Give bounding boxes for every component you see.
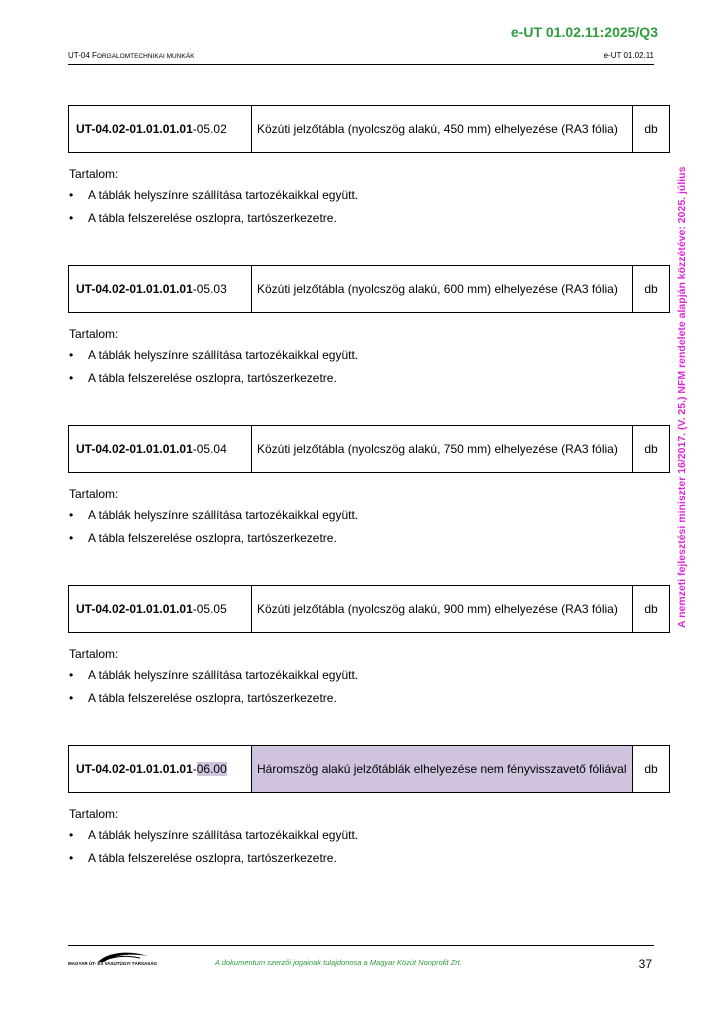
item-code-suffix: -05.04 <box>192 442 227 456</box>
content-label: Tartalom: <box>69 167 119 181</box>
item-code-bold: UT-04.02-01.01.01.01 <box>76 282 193 296</box>
content-list <box>68 188 670 225</box>
item-description: Közúti jelzőtábla (nyolcszög alakú, 600 mm) elhelyezése (RA3 fólia) <box>252 266 633 312</box>
header-chapter-prefix: UT-04 F <box>68 51 97 60</box>
content-list <box>68 508 670 545</box>
header-doc-ref: e-UT 01.02.11 <box>603 51 654 60</box>
page-header <box>68 50 654 65</box>
item-code-suffix: -05.02 <box>192 122 227 136</box>
item-unit: db <box>644 282 658 296</box>
item-table <box>68 585 670 633</box>
content-label: Tartalom: <box>69 807 119 821</box>
content-list <box>68 668 670 705</box>
list-item: • A táblák helyszínre szállítása tartozékaikkal együtt. <box>68 348 670 362</box>
list-item: • A tábla felszerelése oszlopra, tartószerkezetre. <box>68 691 670 705</box>
item-05-03 <box>68 265 670 394</box>
item-code-dash: - <box>192 762 197 776</box>
item-description: Közúti jelzőtábla (nyolcszög alakú, 900 mm) elhelyezése (RA3 fólia) <box>252 586 633 632</box>
item-code <box>69 266 252 312</box>
content-list <box>68 828 670 865</box>
list-item: • A tábla felszerelése oszlopra, tartószerkezetre. <box>68 531 670 545</box>
item-code-bold: UT-04.02-01.01.01.01 <box>76 762 193 776</box>
header-chapter-title: ORGALOMTECHNIKAI MUNKÁK <box>96 53 195 60</box>
item-code-bold: UT-04.02-01.01.01.01 <box>76 442 193 456</box>
item-description: Közúti jelzőtábla (nyolcszög alakú, 450 mm) elhelyezése (RA3 fólia) <box>252 106 633 152</box>
content-label: Tartalom: <box>69 327 119 341</box>
item-05-04 <box>68 425 670 554</box>
header-chapter <box>68 51 194 60</box>
item-code-suffix-highlighted: 06.00 <box>196 762 227 776</box>
item-code <box>69 106 252 152</box>
footer-logo-text: MAGYAR ÚT- ÉS VASÚTÜGYI TÁRSASÁG <box>68 961 158 966</box>
list-item: • A tábla felszerelése oszlopra, tartószerkezetre. <box>68 371 670 385</box>
item-code-bold: UT-04.02-01.01.01.01 <box>76 122 193 136</box>
item-05-02 <box>68 105 670 234</box>
list-item: • A tábla felszerelése oszlopra, tartószerkezetre. <box>68 851 670 865</box>
list-item: • A tábla felszerelése oszlopra, tartószerkezetre. <box>68 211 670 225</box>
item-description: Közúti jelzőtábla (nyolcszög alakú, 750 mm) elhelyezése (RA3 fólia) <box>252 426 633 472</box>
item-description-highlighted: Háromszög alakú jelzőtáblák elhelyezése nem fényvisszavető fóliával <box>252 746 633 792</box>
list-item: • A táblák helyszínre szállítása tartozékaikkal együtt. <box>68 188 670 202</box>
item-05-05 <box>68 585 670 714</box>
item-code-suffix: -05.03 <box>192 282 227 296</box>
list-item: • A táblák helyszínre szállítása tartozékaikkal együtt. <box>68 828 670 842</box>
page-number: 37 <box>638 957 652 971</box>
item-table <box>68 265 670 313</box>
item-code-bold: UT-04.02-01.01.01.01 <box>76 602 193 616</box>
item-code <box>69 746 252 792</box>
item-unit: db <box>644 122 658 136</box>
list-item: • A táblák helyszínre szállítása tartozékaikkal együtt. <box>68 508 670 522</box>
content-list <box>68 348 670 385</box>
item-code <box>69 426 252 472</box>
item-table <box>68 745 670 793</box>
list-item: • A táblák helyszínre szállítása tartozékaikkal együtt. <box>68 668 670 682</box>
footer-logo <box>68 950 168 970</box>
side-publication-note: A nemzeti fejlesztési miniszter 16/2017. (V. 25.) NFM rendelete alapján közzétéve: 2025. július <box>676 166 688 628</box>
item-code <box>69 586 252 632</box>
content-label: Tartalom: <box>69 487 119 501</box>
footer-copyright: A dokumentum szerzői jogainak tulajdonosa a Magyar Közút Nonprofit Zrt. <box>215 958 462 967</box>
item-unit: db <box>644 442 658 456</box>
item-unit: db <box>644 602 658 616</box>
item-table <box>68 105 670 153</box>
content-label: Tartalom: <box>69 647 119 661</box>
item-06-00 <box>68 745 670 874</box>
footer-divider <box>68 945 654 946</box>
item-unit: db <box>644 762 658 776</box>
document-code: e-UT 01.02.11:2025/Q3 <box>510 24 658 40</box>
item-code-suffix: -05.05 <box>192 602 227 616</box>
item-table <box>68 425 670 473</box>
